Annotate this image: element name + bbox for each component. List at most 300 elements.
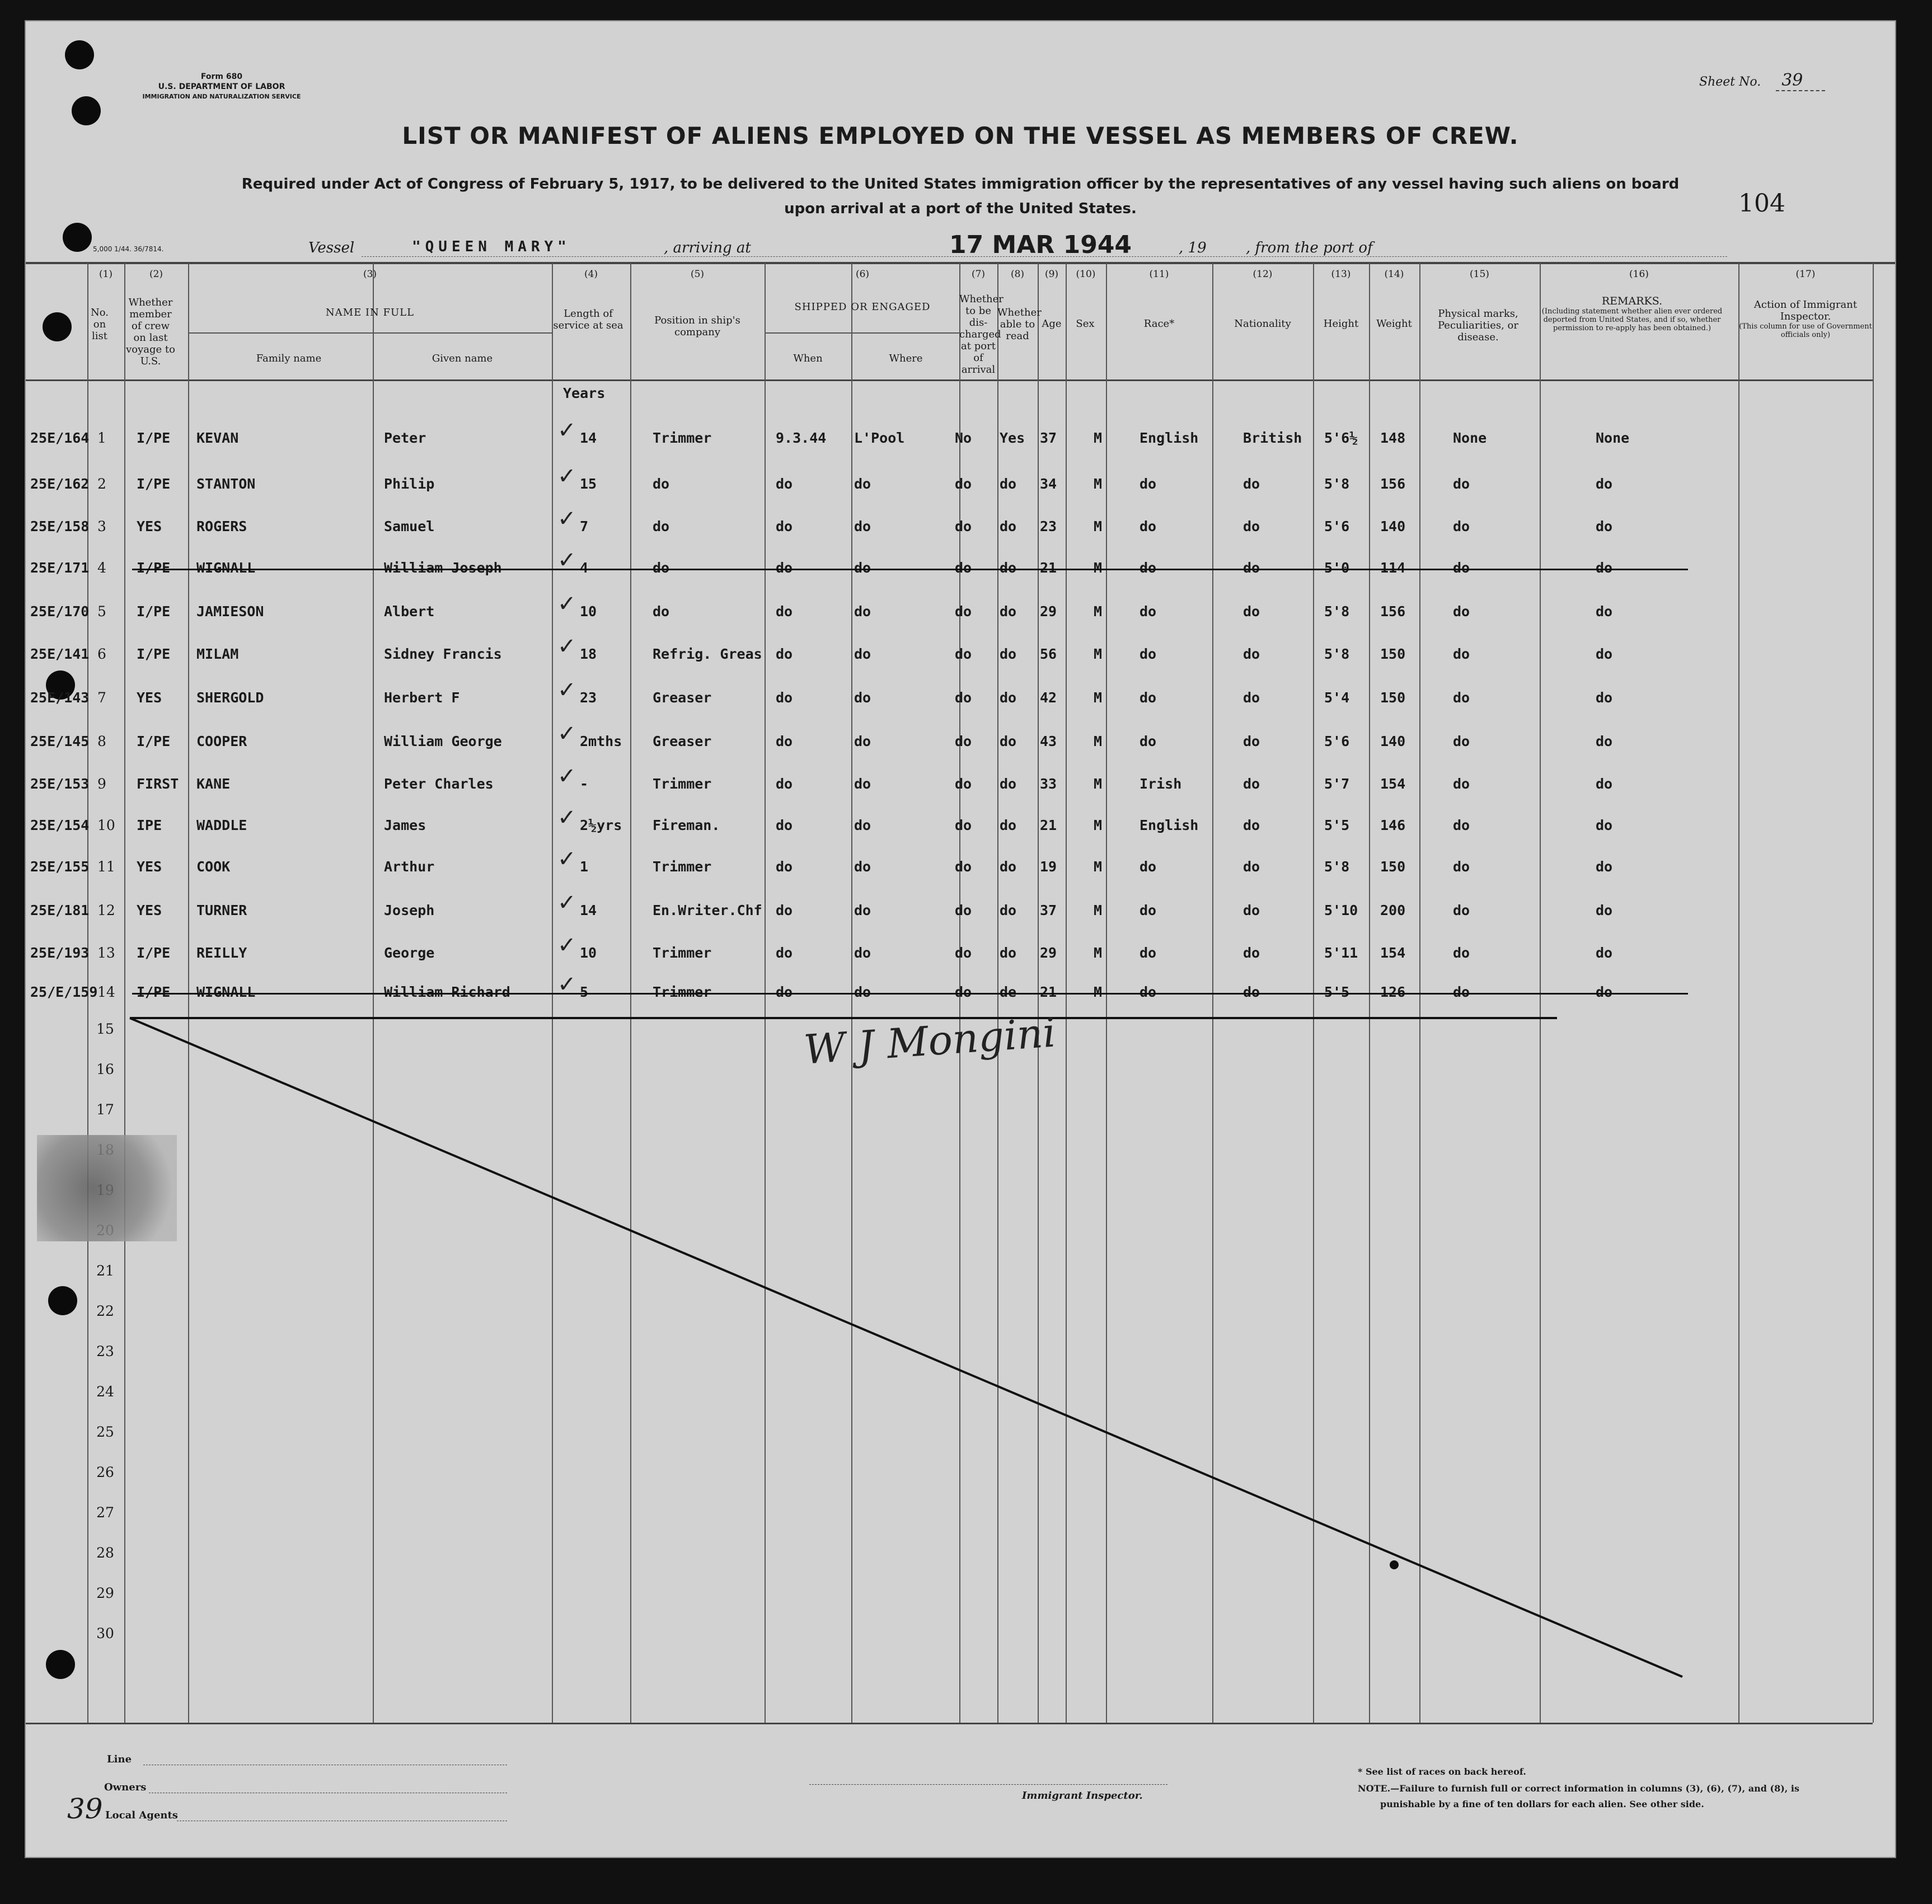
nationality: do xyxy=(1243,859,1260,875)
nationality: do xyxy=(1243,984,1260,1000)
previous-voyage: I/PE xyxy=(137,984,171,1000)
race: Irish xyxy=(1139,776,1182,792)
check-mark-icon: ✓ xyxy=(557,634,576,659)
family-name: REILLY xyxy=(196,945,247,961)
family-name: STANTON xyxy=(196,476,256,492)
nationality: do xyxy=(1243,476,1260,492)
position: Greaser xyxy=(653,733,712,749)
previous-voyage: YES xyxy=(137,690,162,706)
height: 5'6½ xyxy=(1324,430,1358,446)
column-number: (5) xyxy=(690,269,705,280)
check-mark-icon: ✓ xyxy=(557,463,576,489)
header-able-to-read: Whether able to read xyxy=(997,307,1042,342)
weight: 156 xyxy=(1380,476,1406,492)
header-physical-marks: Physical marks, Peculiarities, or disease. xyxy=(1438,308,1518,343)
given-name: William Richard xyxy=(384,984,510,1000)
print-code: 5,000 1/44. 36/7814. xyxy=(93,245,164,253)
header-previous-voyage: Whether member of crew on last voyage to U.S. xyxy=(126,297,175,367)
weight: 154 xyxy=(1380,776,1406,792)
empty-row-number: 16 xyxy=(96,1061,114,1077)
shipped-where: do xyxy=(854,646,871,662)
physical-marks: do xyxy=(1453,518,1470,534)
check-mark-icon: ✓ xyxy=(557,506,576,532)
header-remarks: REMARKS. (Including statement whether alien ever ordered deported from United States, and if so, whether permission to re-apply has been obtained.) xyxy=(1541,295,1723,332)
remarks: do xyxy=(1596,476,1613,492)
position: En.Writer.Chf xyxy=(653,902,762,918)
shipped-when: do xyxy=(776,902,793,918)
height: 5'7 xyxy=(1324,776,1350,792)
list-number: 5 xyxy=(97,603,106,620)
discharged: do xyxy=(955,902,972,918)
column-number: (4) xyxy=(584,269,598,280)
owners-label: Owners xyxy=(104,1781,147,1793)
race: do xyxy=(1139,733,1157,749)
height: 5'10 xyxy=(1324,902,1358,918)
physical-marks: do xyxy=(1453,646,1470,662)
ref-number: 25/E/159 xyxy=(30,984,98,1000)
able-to-read: do xyxy=(1000,646,1017,662)
position: do xyxy=(653,560,670,576)
age: 19 xyxy=(1040,859,1057,875)
remarks: do xyxy=(1596,518,1613,534)
physical-marks: do xyxy=(1453,690,1470,706)
physical-marks: do xyxy=(1453,476,1470,492)
age: 29 xyxy=(1040,603,1057,620)
nationality: do xyxy=(1243,518,1260,534)
check-mark-icon: ✓ xyxy=(557,591,576,617)
empty-row-number: 29 xyxy=(96,1585,114,1601)
shipped-when: do xyxy=(776,859,793,875)
remarks: do xyxy=(1596,733,1613,749)
header-shipped-or-engaged: SHIPPED OR ENGAGED xyxy=(794,301,931,313)
age: 21 xyxy=(1040,984,1057,1000)
physical-marks: None xyxy=(1453,430,1487,446)
sex: M xyxy=(1094,733,1103,749)
empty-row-number: 23 xyxy=(96,1343,114,1359)
check-mark-icon: ✓ xyxy=(557,418,576,443)
empty-row-number: 21 xyxy=(96,1263,114,1279)
age: 37 xyxy=(1040,902,1057,918)
shipped-where: do xyxy=(854,518,871,534)
position: Fireman. xyxy=(653,817,720,833)
ref-number: 25E/153 xyxy=(30,776,90,792)
shipped-where: do xyxy=(854,945,871,961)
column-number: (11) xyxy=(1149,269,1169,280)
service-length: 4 xyxy=(580,560,589,576)
sex: M xyxy=(1094,518,1103,534)
check-mark-icon: ✓ xyxy=(557,677,576,703)
weight: 150 xyxy=(1380,859,1406,875)
position: do xyxy=(653,518,670,534)
discharged: do xyxy=(955,518,972,534)
previous-voyage: YES xyxy=(137,518,162,534)
column-number: (15) xyxy=(1470,269,1489,280)
column-number: (3) xyxy=(363,269,377,280)
years-label: Years xyxy=(563,385,606,401)
height: 5'8 xyxy=(1324,603,1350,620)
family-name: ROGERS xyxy=(196,518,247,534)
position: Trimmer xyxy=(653,984,712,1000)
family-name: SHERGOLD xyxy=(196,690,264,706)
position: do xyxy=(653,476,670,492)
check-mark-icon: ✓ xyxy=(557,890,576,916)
position: Greaser xyxy=(653,690,712,706)
line-label: Line xyxy=(107,1753,132,1765)
age: 33 xyxy=(1040,776,1057,792)
shipped-where: do xyxy=(854,476,871,492)
list-number: 7 xyxy=(97,690,106,706)
discharged: do xyxy=(955,859,972,875)
header-height: Height xyxy=(1323,318,1359,330)
previous-voyage: I/PE xyxy=(137,430,171,446)
height: 5'8 xyxy=(1324,476,1350,492)
list-number: 3 xyxy=(97,518,106,534)
date-stamp: 17 MAR 1944 xyxy=(949,231,1132,259)
age: 21 xyxy=(1040,560,1057,576)
shipped-when: do xyxy=(776,984,793,1000)
check-mark-icon: ✓ xyxy=(557,932,576,958)
list-number: 4 xyxy=(97,560,106,576)
column-number: (12) xyxy=(1253,269,1273,280)
subtitle-line-2: upon arrival at a port of the United States. xyxy=(784,200,1137,217)
header-length-of-service: Length of service at sea xyxy=(553,308,623,331)
page-title: LIST OR MANIFEST OF ALIENS EMPLOYED ON THE VESSEL AS MEMBERS OF CREW. xyxy=(402,122,1519,149)
note-races: * See list of races on back hereof. xyxy=(1358,1766,1526,1777)
shipped-where: do xyxy=(854,859,871,875)
department: U.S. DEPARTMENT OF LABOR xyxy=(158,82,285,91)
given-name: Arthur xyxy=(384,859,435,875)
previous-voyage: FIRST xyxy=(137,776,179,792)
shipped-where: do xyxy=(854,603,871,620)
given-name: Joseph xyxy=(384,902,435,918)
service-length: - xyxy=(580,776,589,792)
ref-number: 25E/155 xyxy=(30,859,90,875)
sex: M xyxy=(1094,817,1103,833)
age: 42 xyxy=(1040,690,1057,706)
position: do xyxy=(653,603,670,620)
list-number: 1 xyxy=(97,430,106,446)
column-number: (10) xyxy=(1076,269,1096,280)
remarks: do xyxy=(1596,859,1613,875)
discharged: do xyxy=(955,733,972,749)
check-mark-icon: ✓ xyxy=(557,721,576,747)
margin-number: 39 xyxy=(67,1793,103,1825)
sex: M xyxy=(1094,859,1103,875)
sheet-label: Sheet No. 39 xyxy=(1699,71,1825,90)
header-where: Where xyxy=(889,353,923,364)
family-name: KANE xyxy=(196,776,231,792)
check-mark-icon: ✓ xyxy=(557,805,576,831)
shipped-where: do xyxy=(854,984,871,1000)
physical-marks: do xyxy=(1453,733,1470,749)
physical-marks: do xyxy=(1453,859,1470,875)
subtitle-line-1: Required under Act of Congress of February 5, 1917, to be delivered to the United States immigration officer by the representatives of any vessel having such aliens on board xyxy=(241,176,1680,193)
sex: M xyxy=(1094,984,1103,1000)
sex: M xyxy=(1094,776,1103,792)
column-number: (14) xyxy=(1384,269,1404,280)
check-mark-icon: ✓ xyxy=(557,547,576,573)
given-name: Philip xyxy=(384,476,435,492)
physical-marks: do xyxy=(1453,817,1470,833)
discharged: do xyxy=(955,560,972,576)
column-number: (13) xyxy=(1331,269,1351,280)
able-to-read: do xyxy=(1000,518,1017,534)
list-number: 2 xyxy=(97,476,106,492)
ref-number: 25E/158 xyxy=(30,518,90,534)
shipped-where: do xyxy=(854,902,871,918)
empty-row-number: 26 xyxy=(96,1464,114,1480)
shipped-where: do xyxy=(854,690,871,706)
header-when: When xyxy=(793,353,823,364)
shipped-when: do xyxy=(776,776,793,792)
physical-marks: do xyxy=(1453,902,1470,918)
discharged: do xyxy=(955,603,972,620)
list-number: 13 xyxy=(97,945,115,961)
discharged: do xyxy=(955,945,972,961)
inspector-label: Immigrant Inspector. xyxy=(1022,1790,1143,1802)
column-number: (2) xyxy=(149,269,163,280)
height: 5'6 xyxy=(1324,518,1350,534)
nationality: do xyxy=(1243,603,1260,620)
able-to-read: de xyxy=(1000,984,1017,1000)
header-inspector-action: Action of Immigrant Inspector. (This column for use of Government officials only) xyxy=(1739,299,1872,339)
remarks: do xyxy=(1596,560,1613,576)
empty-row-number: 15 xyxy=(96,1021,114,1037)
able-to-read: do xyxy=(1000,859,1017,875)
weight: 200 xyxy=(1380,902,1406,918)
remarks: do xyxy=(1596,902,1613,918)
list-number: 9 xyxy=(97,776,106,792)
discharged: do xyxy=(955,646,972,662)
able-to-read: do xyxy=(1000,776,1017,792)
shipped-when: do xyxy=(776,646,793,662)
family-name: WIGNALL xyxy=(196,984,256,1000)
position: Trimmer xyxy=(653,859,712,875)
header-family-name: Family name xyxy=(256,353,322,364)
weight: 150 xyxy=(1380,646,1406,662)
previous-voyage: I/PE xyxy=(137,603,171,620)
ref-number: 25E/171 xyxy=(30,560,90,576)
height: 5'5 xyxy=(1324,817,1350,833)
previous-voyage: I/PE xyxy=(137,733,171,749)
race: do xyxy=(1139,518,1157,534)
nationality: do xyxy=(1243,776,1260,792)
physical-marks: do xyxy=(1453,945,1470,961)
physical-marks: do xyxy=(1453,984,1470,1000)
ref-number: 25E/143 xyxy=(30,690,90,706)
page-number: 104 xyxy=(1738,189,1785,218)
remarks: do xyxy=(1596,603,1613,620)
remarks: do xyxy=(1596,817,1613,833)
family-name: COOK xyxy=(196,859,231,875)
nationality: do xyxy=(1243,733,1260,749)
previous-voyage: YES xyxy=(137,859,162,875)
able-to-read: do xyxy=(1000,690,1017,706)
age: 37 xyxy=(1040,430,1057,446)
service-length: 2½yrs xyxy=(580,817,622,833)
race: do xyxy=(1139,690,1157,706)
header-weight: Weight xyxy=(1376,318,1412,330)
given-name: Herbert F xyxy=(384,690,460,706)
sex: M xyxy=(1094,945,1103,961)
previous-voyage: I/PE xyxy=(137,476,171,492)
shipped-when: do xyxy=(776,945,793,961)
column-number: (16) xyxy=(1629,269,1649,280)
able-to-read: do xyxy=(1000,733,1017,749)
note-line-2: punishable by a fine of ten dollars for each alien. See other side. xyxy=(1380,1799,1704,1809)
header-position: Position in ship's company xyxy=(654,315,740,338)
given-name: James xyxy=(384,817,426,833)
service-length: 10 xyxy=(580,945,597,961)
shipped-where: do xyxy=(854,776,871,792)
shipped-when: 9.3.44 xyxy=(776,430,827,446)
race: do xyxy=(1139,859,1157,875)
physical-marks: do xyxy=(1453,603,1470,620)
service-length: 1 xyxy=(580,859,589,875)
race: English xyxy=(1139,430,1199,446)
remarks: do xyxy=(1596,646,1613,662)
header-nationality: Nationality xyxy=(1234,318,1291,330)
nationality: do xyxy=(1243,560,1260,576)
service-length: 2mths xyxy=(580,733,622,749)
list-number: 6 xyxy=(97,646,106,662)
manifest-sheet xyxy=(25,20,1896,1858)
shipped-where: do xyxy=(854,817,871,833)
remarks: do xyxy=(1596,945,1613,961)
weight: 154 xyxy=(1380,945,1406,961)
shipped-where: L'Pool xyxy=(854,430,905,446)
previous-voyage: I/PE xyxy=(137,560,171,576)
empty-row-number: 17 xyxy=(96,1101,114,1118)
shipped-where: do xyxy=(854,733,871,749)
empty-row-number: 27 xyxy=(96,1504,114,1521)
given-name: Sidney Francis xyxy=(384,646,502,662)
position: Refrig. Greas xyxy=(653,646,762,662)
weight: 150 xyxy=(1380,690,1406,706)
race: English xyxy=(1139,817,1199,833)
cancel-diagonal-line xyxy=(26,21,1895,1857)
sex: M xyxy=(1094,560,1103,576)
signature: W J Mongini xyxy=(802,1009,1057,1073)
header-discharged: Whether to be dis-charged at port of arrival xyxy=(959,293,1003,376)
form-number: Form 680 xyxy=(200,72,243,81)
ref-number: 25E/154 xyxy=(30,817,90,833)
column-number: (7) xyxy=(971,269,986,280)
discharged: do xyxy=(955,984,972,1000)
note-line-1: NOTE.—Failure to furnish full or correct information in columns (3), (6), (7), and (8), is xyxy=(1358,1783,1800,1794)
position: Trimmer xyxy=(653,430,712,446)
nationality: do xyxy=(1243,690,1260,706)
header-name-in-full: NAME IN FULL xyxy=(325,307,415,318)
header-given-name: Given name xyxy=(432,353,493,364)
ref-number: 25E/170 xyxy=(30,603,90,620)
height: 5'6 xyxy=(1324,733,1350,749)
arriving-label: , arriving at xyxy=(664,240,751,256)
sex: M xyxy=(1094,902,1103,918)
nationality: do xyxy=(1243,945,1260,961)
sex: M xyxy=(1094,430,1103,446)
column-number: (9) xyxy=(1044,269,1059,280)
previous-voyage: I/PE xyxy=(137,945,171,961)
remarks: None xyxy=(1596,430,1630,446)
discharged: do xyxy=(955,817,972,833)
sex: M xyxy=(1094,476,1103,492)
given-name: Peter Charles xyxy=(384,776,494,792)
age: 29 xyxy=(1040,945,1057,961)
service-length: 7 xyxy=(580,518,589,534)
ref-number: 25E/164 xyxy=(30,430,90,446)
ref-number: 25E/141 xyxy=(30,646,90,662)
discharged: do xyxy=(955,690,972,706)
discharged: No xyxy=(955,430,972,446)
able-to-read: do xyxy=(1000,902,1017,918)
empty-row-number: 25 xyxy=(96,1424,114,1440)
empty-row-number: 28 xyxy=(96,1545,114,1561)
weight: 146 xyxy=(1380,817,1406,833)
weight: 114 xyxy=(1380,560,1406,576)
discharged: do xyxy=(955,476,972,492)
column-number: (17) xyxy=(1795,269,1816,280)
remarks: do xyxy=(1596,776,1613,792)
port-label: , from the port of xyxy=(1246,240,1373,256)
age: 34 xyxy=(1040,476,1057,492)
family-name: WIGNALL xyxy=(196,560,256,576)
local-agents-label: Local Agents xyxy=(105,1809,178,1821)
nationality: British xyxy=(1243,430,1302,446)
list-number: 12 xyxy=(97,902,115,918)
year-label: , 19 xyxy=(1179,240,1207,256)
race: do xyxy=(1139,646,1157,662)
family-name: JAMIESON xyxy=(196,603,264,620)
height: 5'8 xyxy=(1324,859,1350,875)
service-name: IMMIGRATION AND NATURALIZATION SERVICE xyxy=(142,93,301,100)
previous-voyage: IPE xyxy=(137,817,162,833)
previous-voyage: YES xyxy=(137,902,162,918)
height: 5'0 xyxy=(1324,560,1350,576)
ref-number: 25E/181 xyxy=(30,902,90,918)
weight: 140 xyxy=(1380,733,1406,749)
sex: M xyxy=(1094,690,1103,706)
column-number: (1) xyxy=(99,269,113,280)
vessel-name: "QUEEN MARY" xyxy=(412,238,571,255)
able-to-read: do xyxy=(1000,476,1017,492)
shipped-when: do xyxy=(776,476,793,492)
race: do xyxy=(1139,984,1157,1000)
list-number: 10 xyxy=(97,817,115,833)
service-length: 10 xyxy=(580,603,597,620)
inspector-rule xyxy=(809,1784,1167,1785)
check-mark-icon: ✓ xyxy=(557,972,576,997)
shipped-when: do xyxy=(776,518,793,534)
physical-marks: do xyxy=(1453,776,1470,792)
given-name: William Joseph xyxy=(384,560,502,576)
check-mark-icon: ✓ xyxy=(557,763,576,789)
family-name: KEVAN xyxy=(196,430,239,446)
shipped-when: do xyxy=(776,733,793,749)
sex: M xyxy=(1094,603,1103,620)
list-number: 11 xyxy=(97,859,115,875)
nationality: do xyxy=(1243,902,1260,918)
weight: 126 xyxy=(1380,984,1406,1000)
empty-row-number: 22 xyxy=(96,1303,114,1319)
list-number: 8 xyxy=(97,733,106,749)
header-no-on-list: No. on list xyxy=(91,307,109,342)
discharged: do xyxy=(955,776,972,792)
height: 5'11 xyxy=(1324,945,1358,961)
column-number: (8) xyxy=(1010,269,1025,280)
family-name: WADDLE xyxy=(196,817,247,833)
column-number: (6) xyxy=(855,269,870,280)
